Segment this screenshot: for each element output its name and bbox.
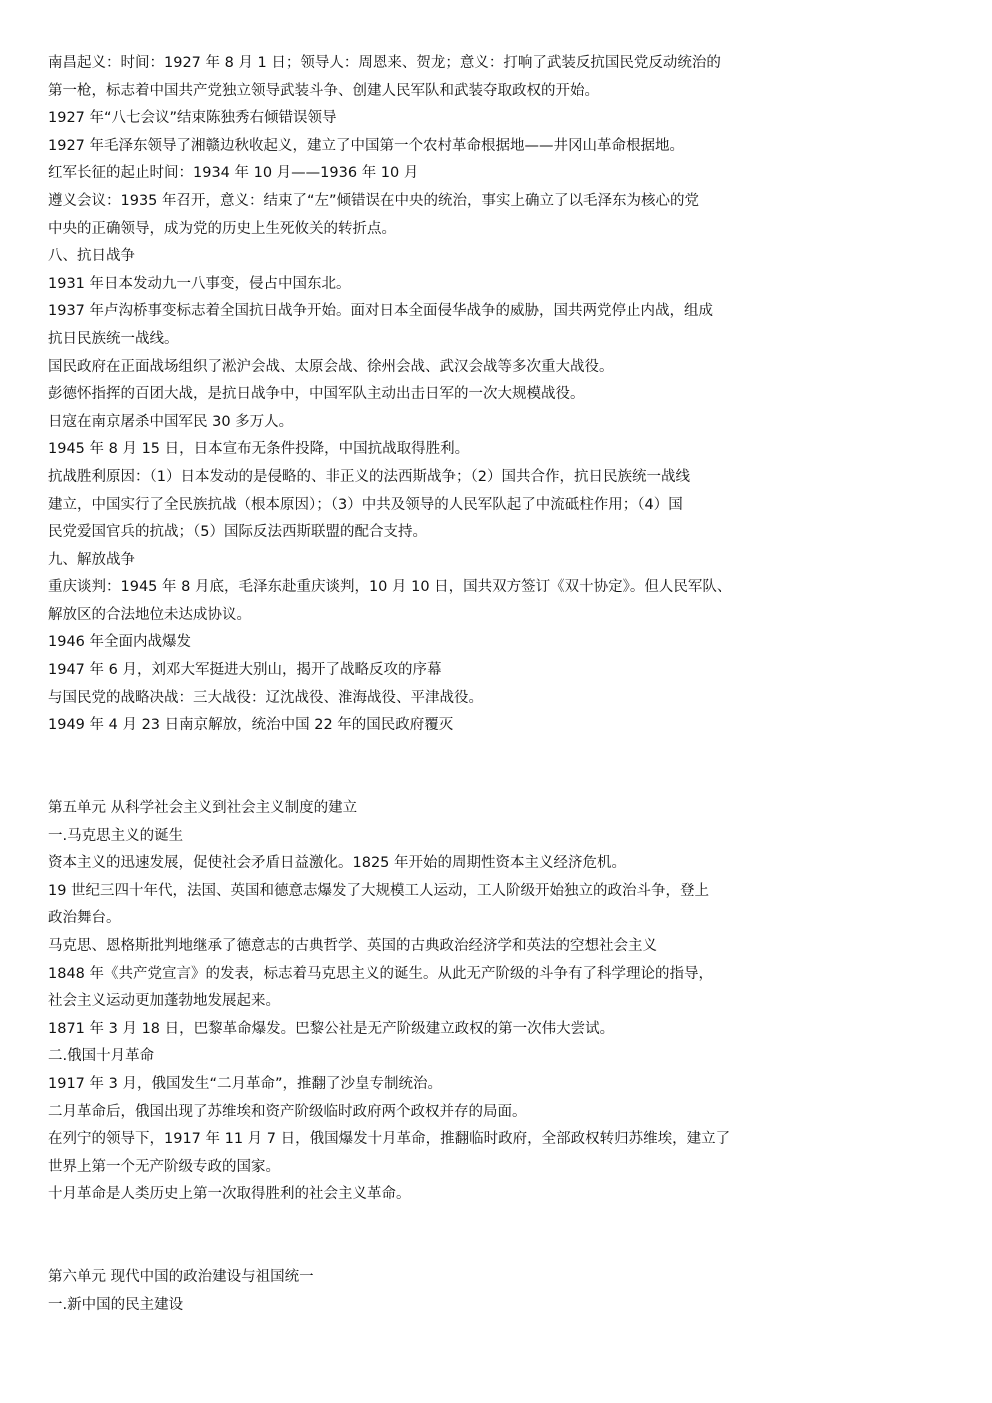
text-line: 南昌起义：时间：1927 年 8 月 1 日；领导人：周恩来、贺龙；意义：打响了武装反抗国民党反动统治的 [48,55,721,71]
unit6-lines [48,1292,848,1320]
section-gap [48,740,848,795]
unit5-title: 第五单元 从科学社会主义到社会主义制度的建立 [48,800,358,817]
text-line: 遵义会议：1935 年召开，意义：结束了“左”倾错误在中央的统治，事实上确立了以毛泽东为核心的党 [48,192,700,209]
text-line: 1871 年 3 月 18 日，巴黎革命爆发。巴黎公社是无产阶级建立政权的第一次伟大尝试。 [48,1020,615,1037]
text-line: 1949 年 4 月 23 日南京解放，统治中国 22 年的国民政府覆灭 [48,717,454,734]
text-line: 政治舞台。 [48,910,121,927]
text-line: 解放区的合法地位未达成协议。 [48,606,251,623]
text-line: 二.俄国十月革命 [48,1048,155,1065]
text-line: 马克思、恩格斯批判地继承了德意志的古典哲学、英国的古典政治经济学和英法的空想社会主义 [48,938,657,954]
text-line: 1947 年 6 月，刘邓大军挺进大别山，揭开了战略反攻的序幕 [48,662,442,679]
text-line: 1927 年“八七会议”结束陈独秀右倾错误领导 [48,110,337,127]
text-line: 第一枪，标志着中国共产党独立领导武装斗争、创建人民军队和武装夺取政权的开始。 [48,82,599,99]
text-line: 19 世纪三四十年代，法国、英国和德意志爆发了大规模工人运动，工人阶级开始独立的政治斗争，登上 [48,882,710,899]
text-line: 1937 年卢沟桥事变标志着全国抗日战争开始。面对日本全面侵华战争的威胁，国共两党停止内战，组成 [48,303,714,320]
text-line: 抗日民族统一战线。 [48,330,179,347]
text-line: 九、解放战争 [48,551,135,568]
text-line: 世界上第一个无产阶级专政的国家。 [48,1158,280,1175]
text-line: 民党爱国官兵的抗战；（5）国际反法西斯联盟的配合支持。 [48,524,427,541]
text-line: 与国民党的战略决战：三大战役：辽沈战役、淮海战役、平津战役。 [48,689,483,706]
text-line: 在列宁的领导下，1917 年 11 月 7 日，俄国爆发十月革命，推翻临时政府，全部政权转归苏维埃，建立了 [48,1131,731,1148]
text-line: 彭德怀指挥的百团大战，是抗日战争中，中国军队主动出击日军的一次大规模战役。 [48,386,585,403]
text-line: 一.马克思主义的诞生 [48,827,184,844]
text-line: 中央的正确领导，成为党的历史上生死攸关的转折点。 [48,220,396,237]
unit5-lines [48,823,848,1209]
text-line: 1946 年全面内战爆发 [48,634,192,651]
text-line: 二月革命后，俄国出现了苏维埃和资产阶级临时政府两个政权并存的局面。 [48,1103,527,1120]
text-line: 一.新中国的民主建设 [48,1296,184,1313]
text-line: 抗战胜利原因：（1）日本发动的是侵略的、非正义的法西斯战争；（2）国共合作，抗日民族统一战线 [48,468,690,485]
text-line: 重庆谈判：1945 年 8 月底，毛泽东赴重庆谈判，10 月 10 日，国共双方签订《双十协定》。但人民军队、 [48,579,732,596]
text-line: 建立，中国实行了全民族抗战（根本原因）；（3）中共及领导的人民军队起了中流砥柱作用；（4）国 [48,496,683,513]
section-gap [48,1209,848,1264]
section-unit6 [48,1264,848,1319]
text-line: 1945 年 8 月 15 日，日本宣布无条件投降，中国抗战取得胜利。 [48,441,470,458]
text-line: 1927 年毛泽东领导了湘赣边秋收起义，建立了中国第一个农村革命根据地——井冈山革命根据地。 [48,137,685,154]
section-unit5 [48,795,848,1209]
text-line: 1848 年《共产党宣言》的发表，标志着马克思主义的诞生。从此无产阶级的斗争有了科学理论的指导， [48,965,714,982]
unit6-title: 第六单元 现代中国的政治建设与祖国统一 [48,1269,314,1286]
document-body [48,50,848,1319]
text-line: 十月革命是人类历史上第一次取得胜利的社会主义革命。 [48,1186,411,1203]
text-line: 社会主义运动更加蓬勃地发展起来。 [48,993,280,1010]
text-line: 资本主义的迅速发展，促使社会矛盾日益激化。1825 年开始的周期性资本主义经济危机。 [48,855,627,872]
text-line: 1917 年 3 月，俄国发生“二月革命”，推翻了沙皇专制统治。 [48,1075,442,1092]
text-line: 红军长征的起止时间：1934 年 10 月——1936 年 10 月 [48,165,419,182]
section-unit4-continued [48,50,848,740]
text-line: 国民政府在正面战场组织了淞沪会战、太原会战、徐州会战、武汉会战等多次重大战役。 [48,358,614,375]
text-line: 1931 年日本发动九一八事变，侵占中国东北。 [48,275,351,292]
text-line: 日寇在南京屠杀中国军民 30 多万人。 [48,413,294,430]
text-line: 八、抗日战争 [48,248,135,265]
